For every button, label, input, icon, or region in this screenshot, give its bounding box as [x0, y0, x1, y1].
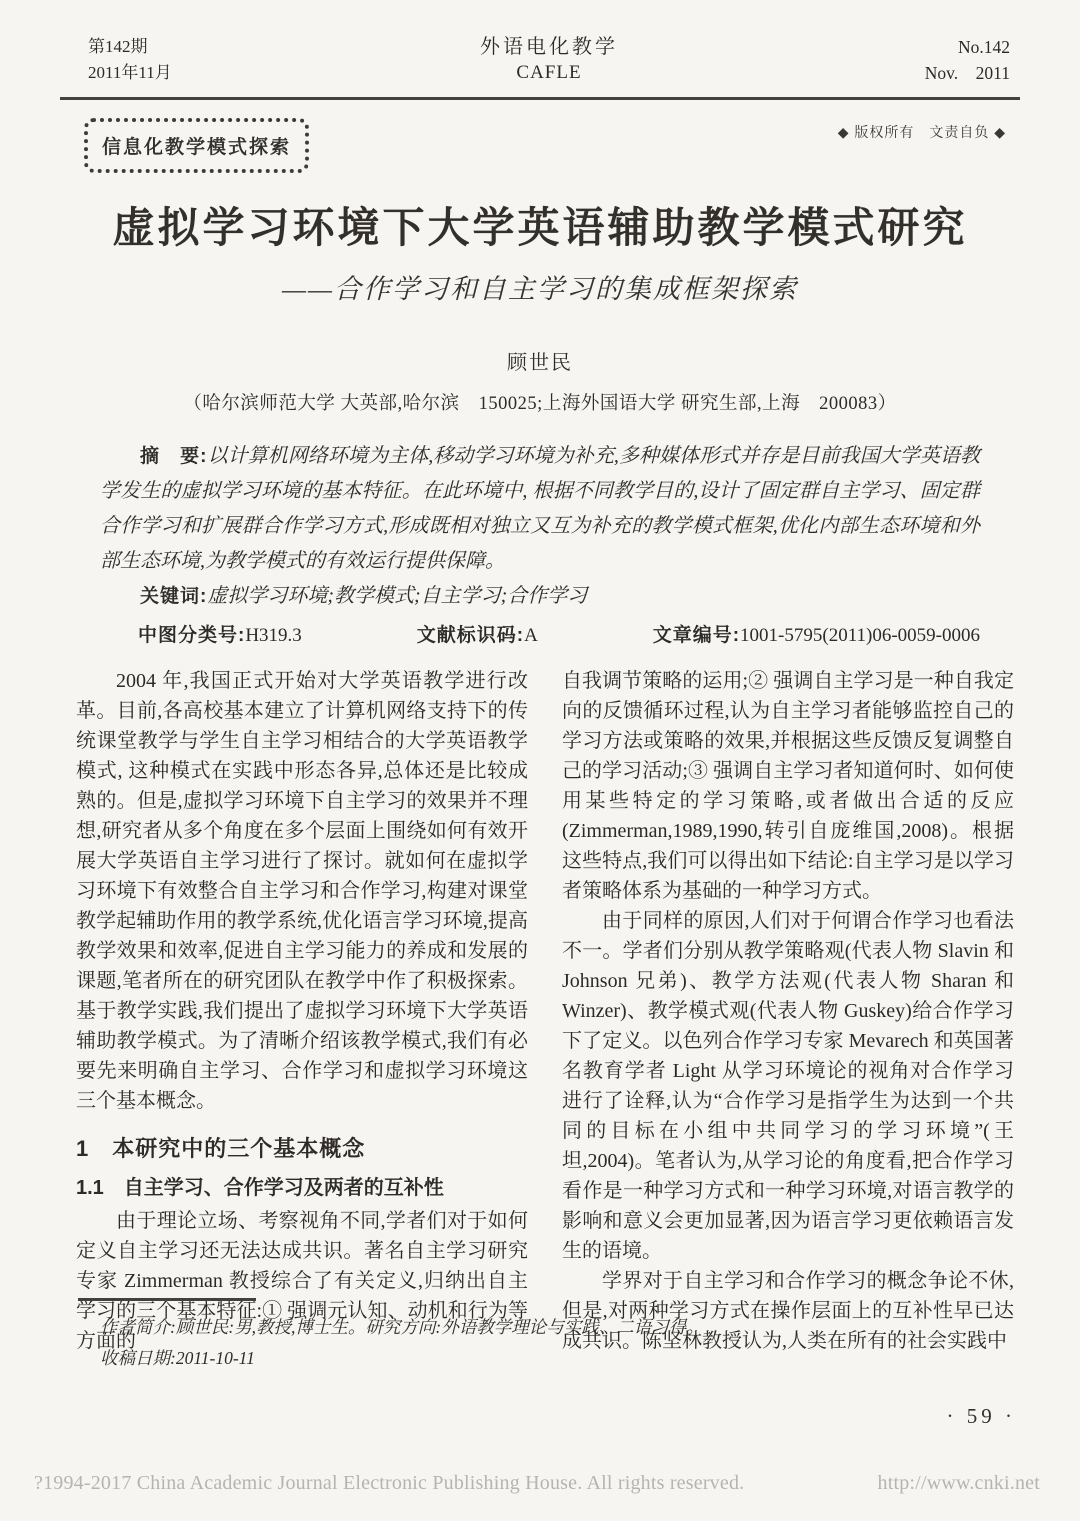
- clc-label: 中图分类号:: [138, 625, 246, 646]
- keywords-text: 虚拟学习环境;教学模式;自主学习;合作学习: [207, 585, 588, 607]
- keywords: [100, 579, 980, 614]
- doc-code-value: A: [524, 625, 538, 646]
- received-date: 收稿日期:2011-10-11: [100, 1348, 255, 1368]
- journal-title-en: CAFLE: [516, 62, 582, 83]
- issue-date-en: Nov. 2011: [924, 63, 1010, 83]
- article-id-value: 1001-5795(2011)06-0059-0006: [740, 625, 980, 646]
- section-1-1-heading: 1.1 自主学习、合作学习及两者的互补性: [76, 1177, 444, 1199]
- cnki-watermark: [34, 1472, 1040, 1495]
- left-column: [76, 666, 528, 1356]
- watermark-url: http://www.cnki.net: [877, 1472, 1040, 1494]
- body-columns: [76, 666, 1014, 1356]
- author-name: 顾世民: [507, 352, 573, 374]
- clc-item: [138, 620, 302, 652]
- body-paragraph: 由于理论立场、考察视角不同,学者们对于如何定义自主学习还无法达成共识。著名自主学习研究专家 Zimmerman 教授综合了有关定义,归纳出自主学习的三个基本特征:① 强调元认知、动机和行为等方面的: [76, 1210, 528, 1352]
- keywords-label: 关键词:: [140, 586, 208, 607]
- journal-masthead: [60, 34, 1020, 86]
- issue-date-cn: 2011年11月: [88, 63, 172, 82]
- column-badge: 信息化教学模式探索: [84, 118, 309, 173]
- article-id-label: 文章编号:: [652, 625, 741, 646]
- abstract: [100, 439, 980, 579]
- abstract-text: 以计算机网络环境为主体,移动学习环境为补充,多种媒体形式并存是目前我国大学英语教学发生的虚拟学习环境的基本特征。在此环境中, 根据不同教学目的,设计了固定群自主学习、固定群合作学习和扩展群合作学习方式,形成既相对独立又互为补充的教学模式框架,优化内部生态环境和外部生态环境,为教学模式的有效运行提供保障。: [100, 445, 981, 572]
- watermark-text: ?1994-2017 China Academic Journal Electronic Publishing House. All rights reserved.: [34, 1472, 745, 1494]
- doc-code-label: 文献标识码:: [416, 625, 525, 646]
- issue-number-cn: 第142期: [88, 37, 148, 56]
- article-title: 虚拟学习环境下大学英语辅助教学模式研究: [112, 206, 968, 252]
- masthead-left: [60, 34, 298, 86]
- clc-value: H319.3: [245, 625, 302, 646]
- masthead-right: [800, 34, 1020, 86]
- article-meta: [100, 439, 980, 652]
- article-subtitle: ——合作学习和自主学习的集成框架探索: [281, 274, 798, 304]
- body-paragraph: 学界对于自主学习和合作学习的概念争论不休,但是,对两种学习方式在操作层面上的互补性早已达成共识。陈坚林教授认为,人类在所有的社会实践中: [562, 1270, 1014, 1352]
- abstract-label: 摘 要:: [140, 446, 208, 467]
- badge-row: [60, 118, 1020, 173]
- right-column: [562, 666, 1014, 1356]
- classification-row: [100, 620, 980, 652]
- issue-number-en: No.142: [957, 37, 1010, 57]
- body-paragraph: 2004 年,我国正式开始对大学英语教学进行改革。目前,各高校基本建立了计算机网络支持下的传统课堂教学与学生自主学习相结合的大学英语教学模式, 这种模式在实践中形态各异,总体还是比较成熟的。但是,虚拟学习环境下自主学习的效果并不理想,研究者从多个角度在多个层面上围绕如何有效开展大学英语自主学习进行了探讨。就如何在虚拟学习环境下有效整合自主学习和合作学习,构建对课堂教学起辅助作用的教学系统,优化语言学习环境,提高教学效果和效率,促进自主学习能力的养成和发展的课题,笔者所在的研究团队在教学中作了积极探索。基于教学实践,我们提出了虚拟学习环境下大学英语辅助教学模式。为了清晰介绍该教学模式,我们有必要先来明确自主学习、合作学习和虚拟学习环境这三个基本概念。: [76, 670, 528, 1112]
- article-id-item: [653, 620, 980, 652]
- doc-code-item: [417, 620, 538, 652]
- masthead-center: [298, 34, 800, 86]
- footnote: [100, 1312, 780, 1374]
- body-paragraph: 自我调节策略的运用;② 强调自主学习是一种自我定向的反馈循环过程,认为自主学习者能够监控自己的学习方法或策略的效果,并根据这些反馈反复调整自己的学习活动;③ 强调自主学习者知道何时、如何使用某些特定的学习策略,或者做出合适的反应(Zimmerman,1989,1990,转引自庞维国,2008)。根据这些特点,我们可以得出如下结论:自主学习是以学习者策略体系为基础的一种学习方式。: [562, 670, 1014, 902]
- journal-title-cn: 外语电化教学: [480, 36, 618, 58]
- body-paragraph: 由于同样的原因,人们对于何谓合作学习也看法不一。学者们分别从教学策略观(代表人物 Slavin 和 Johnson 兄弟)、教学方法观(代表人物 Sharan 和 Winzer)、教学模式观(代表人物 Guskey)给合作学习下了定义。以色列合作学习专家 Mevarech 和英国著名教育学者 Light 从学习环境论的视角对合作学习进行了诠释,认为“合作学习是指学生为达到一个共同的目标在小组中共同学习的学习环境”(王坦,2004)。笔者认为,从学习论的角度看,把合作学习看作是一种学习方式和一种学习环境,对语言教学的影响和意义会更加显著,因为语言学习更依赖语言发生的语境。: [562, 910, 1014, 1262]
- author-affiliation: （哈尔滨师范大学 大英部,哈尔滨 150025;上海外国语大学 研究生部,上海 200083）: [183, 394, 897, 414]
- section-1-heading: 1 本研究中的三个基本概念: [76, 1136, 366, 1161]
- author-bio: 作者简介:顾世民:男,教授,博士生。研究方向:外语教学理论与实践、二语习得。: [100, 1317, 704, 1337]
- page-number: · 59 ·: [946, 1404, 1016, 1428]
- header-rule: [60, 97, 1020, 100]
- footnote-separator: [78, 1298, 256, 1301]
- copyright-note: ◆ 版权所有 文责自负 ◆: [837, 124, 1006, 140]
